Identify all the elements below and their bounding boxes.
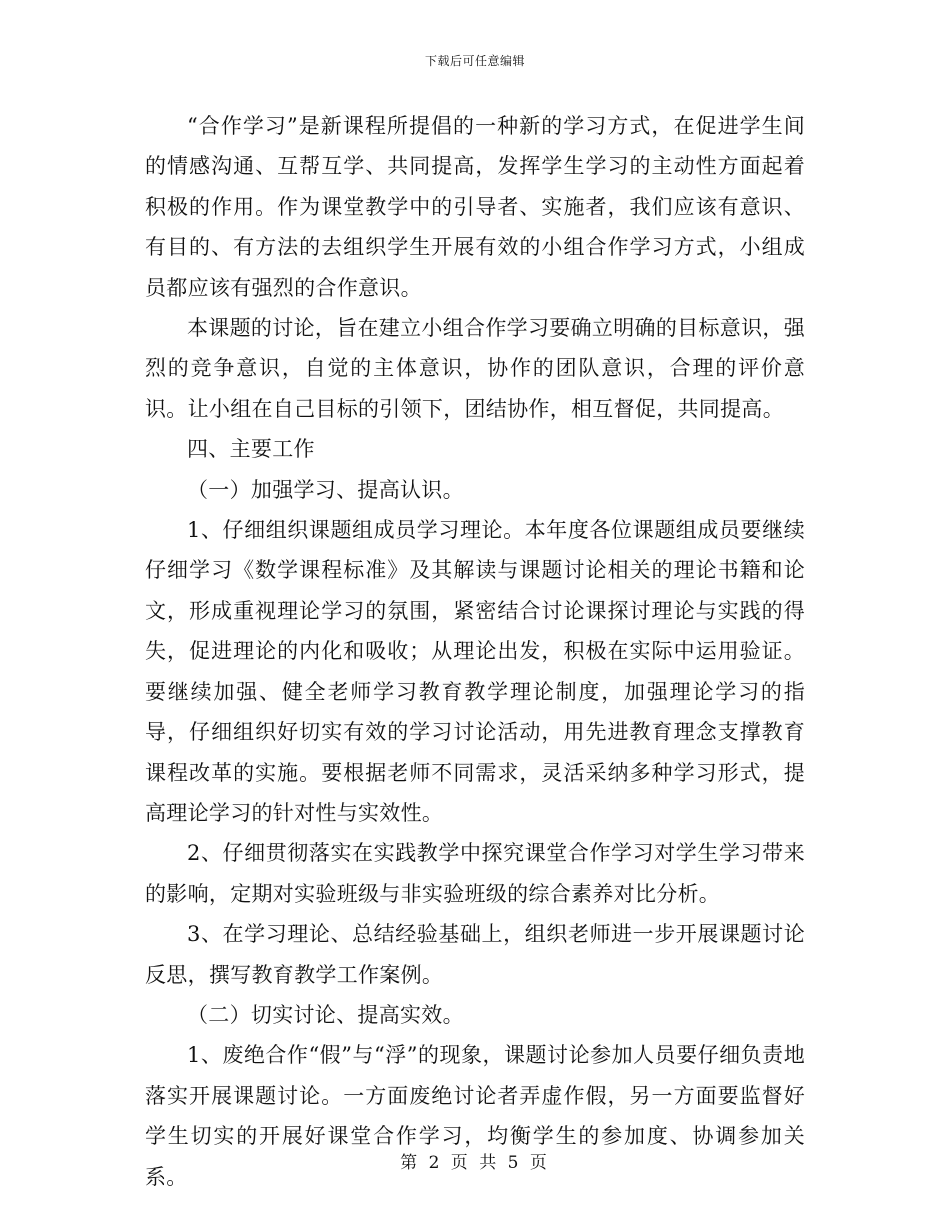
paragraph-item-3: 3、在学习理论、总结经验基础上，组织老师进一步开展课题讨论反思，撰写教育教学工作案例。 [145, 922, 805, 987]
paragraph-item-1: 1、仔细组织课题组成员学习理论。本年度各位课题组成员要继续仔细学习《数学课程标准》及其解读与课题讨论相关的理论书籍和论文，形成重视理论学习的氛围，紧密结合讨论课探讨理论与实践的得失，促进理论的内化和吸收；从理论出发，积极在实际中运用验证。要继续加强、健全老师学习教育教学理论制度，加强理论学习的指导，仔细组织好切实有效的学习讨论活动，用先进教育理念支撑教育课程改革的实施。要根据老师不同需求，灵活采纳多种学习形式，提高理论学习的针对性与实效性。 [145, 518, 805, 825]
section-heading-main-work: 四、主要工作 [187, 437, 315, 462]
paragraph-item-2-1: 1、废绝合作“假”与“浮”的现象，课题讨论参加人员要仔细负责地落实开展课题讨论。一方面废绝讨论者弄虚作假，另一方面要监督好学生切实的开展好课堂合作学习，均衡学生的参加度、协调参加关系。 [145, 1043, 805, 1189]
page-header: 下载后可任意编辑 [424, 54, 525, 68]
paragraph-intro: “合作学习”是新课程所提倡的一种新的学习方式，在促进学生间的情感沟通、互帮互学、共同提高，发挥学生学习的主动性方面起着积极的作用。作为课堂教学中的引导者、实施者，我们应该有意识、有目的、有方法的去组织学生开展有效的小组合作学习方式，小组成员都应该有强烈的合作意识。 [145, 114, 805, 300]
paragraph-purpose: 本课题的讨论，旨在建立小组合作学习要确立明确的目标意识，强烈的竞争意识，自觉的主体意识，协作的团队意识，合理的评价意识。让小组在自己目标的引领下，团结协作，相互督促，共同提高。 [145, 316, 805, 421]
page-number-footer: 第 2 页 共 5 页 [400, 1153, 550, 1173]
document-body [145, 106, 805, 1197]
subsection-heading-1: （一）加强学习、提高认识。 [187, 477, 464, 502]
paragraph-item-2: 2、仔细贯彻落实在实践教学中探究课堂合作学习对学生学习带来的影响，定期对实验班级与非实验班级的综合素养对比分析。 [145, 841, 805, 906]
subsection-heading-2: （二）切实讨论、提高实效。 [187, 1002, 464, 1027]
